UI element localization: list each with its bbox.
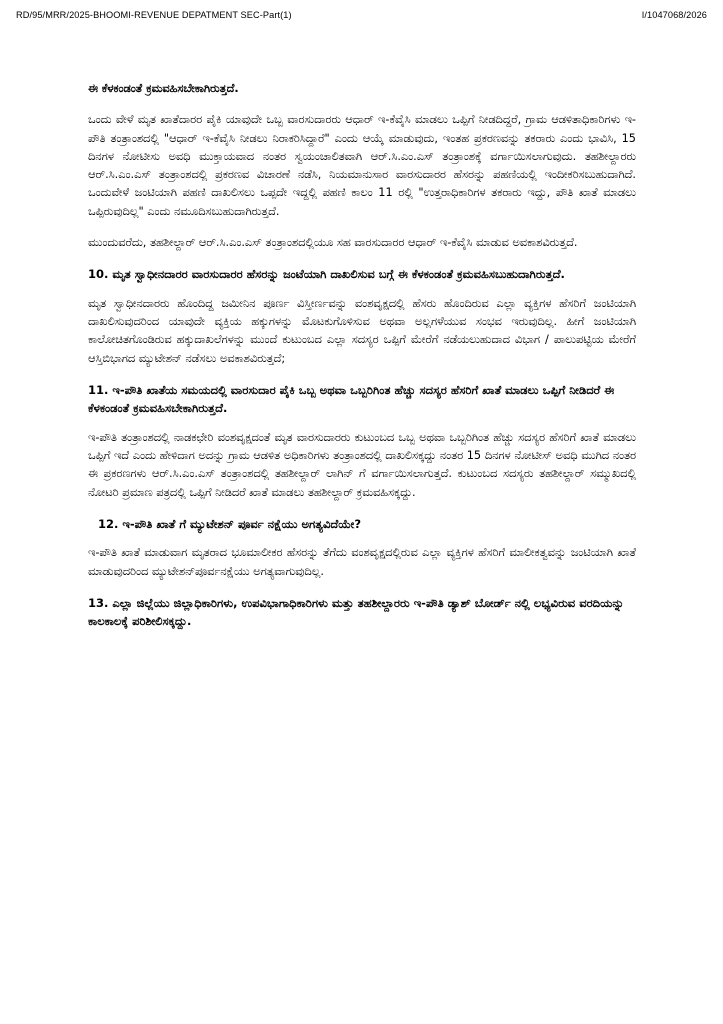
heading-clause-12: 12. ಇ-ಪೌತಿ ಖಾತೆ ಗೆ ಮ್ಯುಟೇಶನ್ ಪೂರ್ವ ನಕ್ಷೆಯು ಅಗತ್ಯವಿದೆಯೇ? [98,516,362,531]
heading-clause-11: 11. ಇ-ಪೌತಿ ಖಾತೆಯ ಸಮಯದಲ್ಲಿ ವಾರಸುದಾರ ಪೈಕಿ ಒಬ್ಬ ಅಥವಾ ಒಬ್ಬರಿಗಿಂತ ಹೆಚ್ಚು ಸದಸ್ಯರ ಹೆಸರಿಗೆ ಖಾತೆ ಮಾಡಲು ಒಪ್ಪಿಗೆ ನೀಡಿದರೆ ಈ ಕೆಳಕಂಡಂತೆ ಕ್ರಮವಹಿಸಬೇಕಾಗಿರುತ್ತದೆ. [88,382,615,416]
paragraph-clause-9-continued: ಒಂದು ವೇಳೆ ಮೃತ ಖಾತೆದಾರರ ಪೈಕಿ ಯಾವುದೇ ಒಬ್ಬ ವಾರಸುದಾರರು ಆಧಾರ್ ಇ-ಕೆವೈಸಿ ಮಾಡಲು ಒಪ್ಪಿಗೆ ನೀಡದಿದ್ದರೆ, ಗ್ರಾಮ ಆಡಳಿತಾಧಿಕಾರಿಗಳು ಇ-ಪೌತಿ ತಂತ್ರಾಂಶದಲ್ಲಿ "ಆಧಾರ್ ಇ-ಕೆವೈಸಿ ನೀಡಲು ನಿರಾಕರಿಸಿದ್ದಾರೆ" ಎಂದು ಆಯ್ಕೆ ಮಾಡುವುದು, ಇಂತಹ ಪ್ರಕರಣವನ್ನು ತಕರಾರು ಎಂದು ಭಾವಿಸಿ, 15 ದಿನಗಳ ನೋಟೀಸು ಅವಧಿ ಮುಕ್ತಾಯವಾದ ನಂತರ ಸ್ವಯಂಚಾಲಿತವಾಗಿ ಆರ್.ಸಿ.ಎಂ.ಎಸ್ ತಂತ್ರಾಂಶಕ್ಕೆ ವರ್ಗಾಯಿಸಲಾಗುವುದು. ತಹಶೀಲ್ದಾರರು ಆರ್.ಸಿ.ಎಂ.ಎಸ್ ತಂತ್ರಾಂಶದಲ್ಲಿ ಪ್ರಕರಣವ ವಿಚಾರಣೆ ನಡೆಸಿ, ನಿಯಮಾನುಸಾರ ವಾರಸುದಾರರ ಹೆಸರನ್ನು ಪಹಣಿಯಲ್ಲಿ ಇಂದೀಕರಿಸಬುಹುದಾಗಿದೆ. ಒಂದುವೇಳೆ ಜಂಟಿಯಾಗಿ ಪಹಣಿ ದಾಖಲಿಸಲು ಒಪ್ಪದೇ ಇದ್ದಲ್ಲಿ ಪಹಣಿ ಕಾಲಂ 11 ರಲ್ಲಿ "ಉತ್ತರಾಧಿಕಾರಿಗಳ ತಕರಾರು ಇದ್ದು, ಪೌತಿ ಖಾತೆ ಮಾಡಲು ಒಪ್ಪಿರುವುದಿಲ್ಲ" ಎಂದು ನಮೂದಿಸಬುಹುದಾಗಿರುತ್ತದೆ. [88,113,636,218]
paragraph-clause-11-body: ಇ-ಪೌತಿ ತಂತ್ರಾಂಶದಲ್ಲಿ ನಾಡಕಛೇರಿ ವಂಶವೃಕ್ಷದಂತೆ ಮೃತ ವಾರಸುದಾರರು ಕುಟುಂಬದ ಒಬ್ಬ ಅಥವಾ ಒಬ್ಬರಿಗಿಂತ ಹೆಚ್ಚು ಸದಸ್ಯರ ಹೆಸರಿಗೆ ಖಾತೆ ಮಾಡಲು ಒಪ್ಪಿಗೆ ಇದೆ ಎಂದು ಹೇಳಿದಾಗ ಅದನ್ನು ಗ್ರಾಮ ಆಡಳಿತ ಅಧಿಕಾರಿಗಳು ತಂತ್ರಾಂಶದಲ್ಲಿ ದಾಖಲಿಸಕ್ಕದ್ದು ನಂತರ 15 ದಿನಗಳ ನೋಟೀಸ್ ಅವಧಿ ಮುಗಿದ ನಂತರ ಈ ಪ್ರಕರಣಗಳು ಆರ್.ಸಿ.ಎಂ.ಎಸ್ ತಂತ್ರಾಂಶದಲ್ಲಿ ತಹಶೀಲ್ದಾರ್ ಲಾಗಿನ್ ಗೆ ವರ್ಗಾಯಿಸಲಾಗುತ್ತದೆ. ಕುಟುಂಬದ ಸದಸ್ಯರು ತಹಶೀಲ್ದಾರ್ ಸಮ್ಮುಖದಲ್ಲಿ ನೋಟರಿ ಪ್ರಮಾಣ ಪತ್ರದಲ್ಲಿ ಒಪ್ಪಿಗೆ ನೀಡಿದರೆ ಖಾತೆ ಮಾಡಲು ತಹಶೀಲ್ದಾರ್ ಕ್ರಮವಹಿಸಕ್ಕದ್ದು. [88,430,636,499]
paragraph-clause-12-body: ಇ-ಪೌತಿ ಖಾತೆ ಮಾಡುವಾಗ ಮೃತರಾದ ಭೂಮಾಲೀಕರ ಹೆಸರನ್ನು ತೆಗೆದು ವಂಶವೃಕ್ಷದಲ್ಲಿರುವ ಎಲ್ಲಾ ವ್ಯಕ್ತಿಗಳ ಹೆಸರಿಗೆ ಮಾಲೀಕತ್ವವನ್ನು ಜಂಟಿಯಾಗಿ ಖಾತೆ ಮಾಡುವುದರಿಂದ ಮ್ಯುಟೇಶನ್‌ಪೂರ್ವನಕ್ಷೆಯು ಅಗತ್ಯವಾಗುವುದಿಲ್ಲ. [88,546,636,578]
paragraph-ekyc-tahsildar: ಮುಂದುವರೆದು, ತಹಶೀಲ್ದಾರ್ ಆರ್.ಸಿ.ಎಂ.ಎಸ್ ತಂತ್ರಾಂಶದಲ್ಲಿಯೂ ಸಹ ವಾರಸುದಾರರ ಆಧಾರ್ ಇ-ಕೆವೈಸಿ ಮಾಡುವ ಅವಕಾಶವಿರುತ್ತದೆ. [88,236,578,250]
document-header [0,10,723,28]
heading-clause-13: 13. ಎಲ್ಲಾ ಜಿಲ್ಲೆಯು ಜಿಲ್ಲಾಧಿಕಾರಿಗಳು, ಉಪವಿಭಾಗಾಧಿಕಾರಿಗಳು ಮತ್ತು ತಹಶೀಲ್ದಾರರು ಇ-ಪೌತಿ ಡ್ಯಾಶ್ ಬೋರ್ಡ್ ನಲ್ಲಿ ಲಭ್ಯವಿರುವ ವರದಿಯನ್ನು ಕಾಲಕಾಲಕ್ಕೆ ಪರಿಶೀಲಿಸಕ್ಕದ್ದು. [88,595,625,629]
heading-clause-10: 10. ಮೃತ ಸ್ವಾಧೀನದಾರರ ವಾರಸುದಾರರ ಹೆಸರನ್ನು ಜಂಟೆಯಾಗಿ ದಾಖಲಿಸುವ ಬಗ್ಗೆ ಈ ಕೆಳಕಂಡಂತೆ ಕ್ರಮವಹಿಸಬುಹುದಾಗಿರುತ್ತದೆ. [88,267,565,282]
paragraph-intro: ಈ ಕೆಳಕಂಡಂತೆ ಕ್ರಮವಹಿಸಬೇಕಾಗಿರುತ್ತದೆ. [88,82,239,95]
header-file-reference: RD/95/MRR/2025-BHOOMI-REVENUE DEPATMENT SEC-Part(1) [16,10,292,20]
header-document-id: I/1047068/2026 [641,10,707,20]
document-body [88,80,636,642]
paragraph-clause-10-body: ಮೃತ ಸ್ವಾಧೀನದಾರರು ಹೊಂದಿದ್ದ ಜಮೀನಿನ ಪೂರ್ಣ ವಿಸ್ತೀರ್ಣವನ್ನು ವಂಶವೃಕ್ಷದಲ್ಲಿ ಹೆಸರು ಹೊಂದಿರುವ ಎಲ್ಲಾ ವ್ಯಕ್ತಿಗಳ ಹೆಸರಿಗೆ ಜಂಟಿಯಾಗಿ ದಾಖಲಿಸುವುದರಿಂದ ಯಾವುದೇ ವ್ಯಕ್ತಿಯ ಹಕ್ಕುಗಳನ್ನು ಮೊಟಕುಗೊಳಿಸುವ ಅಥವಾ ಅಲ್ಲಗಳೆಯುವ ಸಂಭವ ಇರುವುದಿಲ್ಲ. ಹೀಗೆ ಜಂಟಿಯಾಗಿ ಕಾಲೋಚಿತಗೊಂಡಿರುವ ಹಕ್ಕುದಾಖಲೆಗಳನ್ನು ಮುಂದೆ ಕುಟುಂಬದ ಎಲ್ಲಾ ಸದಸ್ಯರ ಒಪ್ಪಿಗೆ ಮೇರೆಗೆ ನಡೆಯಲುಹುದಾದ ವಿಭಾಗ / ಪಾಲುಪಟ್ಟಿಯ ಮೇರೆಗೆ ಆಸ್ತಿಬಿಭಾಗದ ಮ್ಯುಟೇಶನ್ ನಡೆಸಲು ಅವಕಾಶವಿರುತ್ತದೆ; [88,296,636,365]
